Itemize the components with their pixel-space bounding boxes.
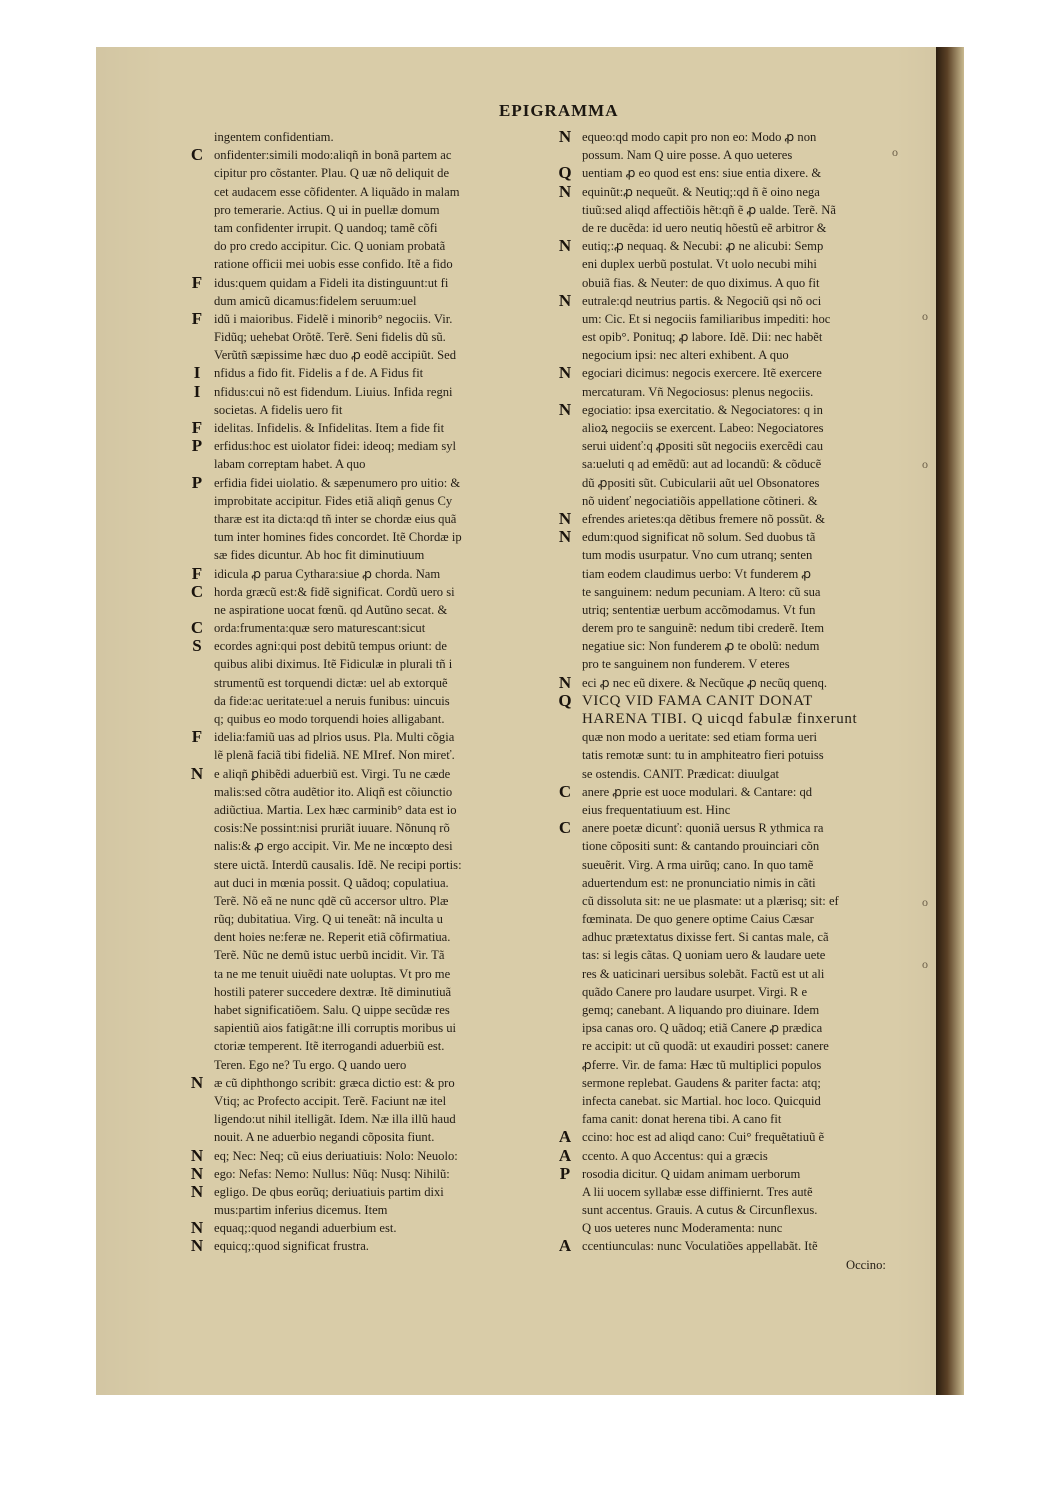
line-text: A lii uocem syllabæ esse diffiniernt. Tres autẽ <box>582 1184 813 1199</box>
text-line <box>188 510 544 528</box>
catchword <box>556 1256 908 1274</box>
line-text: ego: Nefas: Nemo: Nullus: Nũq: Nusq: Nihilũ: <box>214 1166 450 1181</box>
line-text: adhuc prætextatus dixisse fert. Si cantas male, cã <box>582 930 829 945</box>
text-line <box>188 274 544 292</box>
line-text: obuiã fias. & Neuter: de quo diximus. A quo fit <box>582 275 820 290</box>
line-text: ꝓferre. Vir. de fama: Hæc tũ multiplici populos <box>582 1057 822 1072</box>
line-text: infecta canebat. sic Martial. hoc loco. Quicquid <box>582 1093 821 1108</box>
line-text: tum modis usurpatur. Vno cum utranq; senten <box>582 548 813 563</box>
text-line <box>556 655 908 673</box>
text-line <box>188 965 544 983</box>
line-text: eius frequentatiuum est. Hinc <box>582 802 731 817</box>
text-line <box>188 310 544 328</box>
line-text: Terẽ. Nũc ne demũ istuc uerbũ incidit. Vir. Tã <box>214 948 445 963</box>
line-text: nalis:& ꝓ ergo accipit. Vir. Me ne incœpto desi <box>214 839 453 854</box>
line-text: ctoriæ temperent. Itẽ iterrogandi aduerbiũ est. <box>214 1039 445 1054</box>
line-text: tharæ est ita dicta:qd tñ inter se chordæ eius quã <box>214 511 457 526</box>
text-line <box>556 1183 908 1201</box>
line-text: alioꝝ negociis se exercent. Labeo: Negociatores <box>582 421 824 435</box>
text-line <box>188 1165 544 1183</box>
initial-letter: N <box>190 1146 204 1165</box>
initial-letter: N <box>558 128 572 146</box>
text-line <box>188 1056 544 1074</box>
line-text: possum. Nam Q uire posse. A quo ueteres <box>582 148 793 163</box>
line-text: negatiue sic: Non funderem ꝓ te obolũ: nedum <box>582 639 820 654</box>
line-text: te sanguinem: nedum pecuniam. A ltero: cũ sua <box>582 584 821 599</box>
line-text: serui uidenť:q ꝓpositi sũt negociis exercẽdi cau <box>582 439 824 454</box>
text-line <box>188 1147 544 1165</box>
text-line <box>188 1128 544 1146</box>
line-text: Vtiq; ac Profecto accipit. Terẽ. Faciunt næ itel <box>214 1093 447 1108</box>
text-line <box>188 856 544 874</box>
text-line <box>556 219 908 237</box>
text-line <box>188 692 544 710</box>
line-text: cũ dissoluta sit: ne ue plasmate: ut a plærisq; sit: ef <box>582 893 839 908</box>
line-text: uentiam ꝓ eo quod est ens: siue entia dixere. & <box>582 166 822 181</box>
text-line <box>188 910 544 928</box>
initial-letter: N <box>190 764 204 783</box>
text-line <box>188 583 544 601</box>
line-text: e aliqñ ꝑhibẽdi aduerbiũ est. Virgi. Tu ne cæde <box>214 766 451 781</box>
text-line <box>556 874 908 892</box>
line-text: quãdo Canere pro laudare usurpet. Virgi. R e <box>582 984 808 999</box>
text-line <box>188 1219 544 1237</box>
text-line <box>556 637 908 655</box>
text-line <box>556 255 908 273</box>
line-text: da fide:ac ueritate:uel a neruis funibus: uincuis <box>214 693 450 708</box>
line-text: utriq; sententiæ uerbum accõmodamus. Vt fun <box>582 602 816 617</box>
line-text: eutrale:qd neutrius partis. & Negociũ qsi nõ oci <box>582 293 822 308</box>
initial-letter: F <box>191 419 203 437</box>
text-line <box>556 946 908 964</box>
text-line <box>188 492 544 510</box>
line-text: mus:partim inferius dicemus. Item <box>214 1203 388 1218</box>
line-text: ne aspiratione uocat fœnũ. qd Autũno secat. & <box>214 602 448 617</box>
line-text: ratione officii mei uobis esse confido. Itẽ a fido <box>214 257 453 272</box>
line-text: edum:quod significat nõ solum. Sed duobus tã <box>582 530 816 545</box>
initial-letter: P <box>191 437 203 456</box>
initial-letter: N <box>190 1237 204 1256</box>
line-text: ligendo:ut nihil itelligãt. Idem. Næ illa illũ haud <box>214 1112 456 1127</box>
text-line <box>188 837 544 855</box>
line-text: gemq; canebant. A liquando pro diuinare. Idem <box>582 1003 820 1017</box>
line-text: cet audacem esse cõfidenter. A liquãdo in malam <box>214 184 460 199</box>
initial-letter: N <box>558 528 572 547</box>
text-line <box>556 1092 908 1110</box>
text-line <box>556 819 908 837</box>
line-text: rosodia dicitur. Q uidam animam uerborum <box>582 1166 801 1181</box>
line-text: re accipit: ut cũ quodã: ut exaudiri posset: canere <box>582 1039 829 1054</box>
line-text: sæ fides dicuntur. Ab hoc fit diminutiuum <box>214 548 425 563</box>
line-text: adiũctiua. Martia. Lex hæc carminib° data est io <box>214 802 457 817</box>
text-line <box>556 783 908 801</box>
text-line <box>556 1056 908 1074</box>
text-line <box>188 437 544 455</box>
line-text: quibus alibi diximus. Itẽ Fidiculæ in plurali tñ i <box>214 657 453 672</box>
line-text: tas: si legis cãtas. Q uoniam uero & laudare uete <box>582 948 826 963</box>
text-line <box>556 565 908 583</box>
initial-letter: I <box>193 364 201 383</box>
line-text: ccento. A quo Accentus: qui a græcis <box>582 1148 768 1163</box>
text-line <box>188 328 544 346</box>
text-line <box>188 928 544 946</box>
line-text: hostili paterer succedere dextræ. Itẽ diminutiuã <box>214 984 452 999</box>
line-text: tum inter homines fides concordet. Itẽ Chordæ ip <box>214 530 462 545</box>
initial-letter: I <box>193 382 201 401</box>
line-text: stere uictã. Interdũ causalis. Idẽ. Ne recipi portis: <box>214 857 462 872</box>
line-text: egligo. De qbus eorũq; deriuatiuis partim dixi <box>214 1184 444 1199</box>
text-line <box>556 1128 908 1146</box>
line-text: tiuũ:sed aliqd affectiõis hẽt:qñ ẽ ꝓ ualde. Terẽ. Nã <box>582 202 836 217</box>
text-line <box>188 164 544 182</box>
line-text: negocium ipsi: nec alteri exhibent. A quo <box>582 348 789 363</box>
running-head: EPIGRAMMA <box>499 101 619 120</box>
initial-letter: A <box>558 1146 572 1165</box>
text-line <box>188 783 544 801</box>
text-line <box>556 1165 908 1183</box>
text-line <box>556 856 908 874</box>
initial-letter: A <box>558 1128 572 1147</box>
text-line <box>556 583 908 601</box>
initial-letter: N <box>558 291 572 310</box>
text-line <box>188 874 544 892</box>
initial-letter: P <box>559 1164 571 1183</box>
text-line <box>188 346 544 364</box>
text-line <box>188 546 544 564</box>
text-line <box>188 983 544 1001</box>
line-text: idicula ꝓ parua Cythara:siue ꝓ chorda. Nam <box>214 566 441 581</box>
text-line <box>556 928 908 946</box>
text-line <box>556 237 908 255</box>
line-text: Terẽ. Nõ eã ne nunc qdẽ cũ accersor ultro. Plæ <box>214 893 449 908</box>
line-text: ipsa canas oro. Q uãdoq; etiã Canere ꝓ prædica <box>582 1021 823 1036</box>
line-text: VICQ VID FAMA CANIT DONAT <box>582 692 813 709</box>
text-line <box>556 510 908 528</box>
line-text: malis:sed cõtra audẽtior ito. Aliqñ est cõiunctio <box>214 784 453 799</box>
text-line <box>188 655 544 673</box>
initial-letter: C <box>558 819 572 838</box>
line-text: ccino: hoc est ad aliqd cano: Cui° frequẽtatiuũ ẽ <box>582 1130 825 1145</box>
line-text: strumentũ est torquendi dictæ: uel ab extorquẽ <box>214 675 448 690</box>
line-text: sapientiũ aios fatigãt:ne illi corruptis moribus ui <box>214 1021 457 1036</box>
margin-mark: o <box>892 145 898 159</box>
line-text: orda:frumenta:quæ sero maturescant:sicut <box>214 621 426 636</box>
line-text: tiam eodem claudimus uerbo: Vt funderem ꝓ <box>582 566 812 581</box>
initial-letter: A <box>558 1237 572 1256</box>
initial-letter: N <box>558 400 572 419</box>
initial-letter: F <box>191 273 203 292</box>
left-column <box>188 128 544 1256</box>
line-text: eni duplex uerbũ postulat. Vt uolo necubi mihi <box>582 257 817 272</box>
line-text: equaq;:quod negandi aduerbium est. <box>214 1221 397 1236</box>
text-line <box>556 1019 908 1037</box>
line-text: cipitur pro cõstanter. Plau. Q uæ nõ deliquit de <box>214 166 450 181</box>
text-line <box>556 183 908 201</box>
text-line <box>556 164 908 182</box>
initial-letter: N <box>190 1073 204 1092</box>
text-line <box>556 292 908 310</box>
text-line <box>556 746 908 764</box>
text-line <box>188 474 544 492</box>
line-text: um: Cic. Et si negociis familiaribus impediti: hoc <box>582 311 831 326</box>
line-text: idũ i maioribus. Fidelẽ i minorib° negociis. Vir. <box>214 311 453 326</box>
line-text: equinũt:ꝓ nequeũt. & Neutiq;:qd ñ ẽ oino nega <box>582 184 820 199</box>
line-text: Occino: <box>846 1257 886 1272</box>
line-text: sueuẽrit. Virg. A rma uirũq; cano. In quo tamẽ <box>582 857 814 872</box>
text-line <box>188 1201 544 1219</box>
line-text: ta ne me tenuit uiuẽdi nate uoluptas. Vt pro me <box>214 966 451 981</box>
text-line <box>556 128 908 146</box>
lemma-heading <box>556 692 908 710</box>
text-line <box>556 419 908 437</box>
text-line <box>188 1074 544 1092</box>
initial-letter: Q <box>558 691 572 710</box>
line-text: tatis remotæ sunt: tu in amphiteatro fieri potuiss <box>582 748 824 763</box>
text-line <box>188 674 544 692</box>
line-text: nouit. A ne aduerbio negandi cõposita fiunt. <box>214 1130 435 1145</box>
text-line <box>188 383 544 401</box>
line-text: ingentem confidentiam. <box>214 130 334 144</box>
line-text: efrendes arietes:qa dẽtibus fremere nõ possũt. & <box>582 511 826 526</box>
line-text: aut duci in mœnia possit. Q uãdoq; copulatiua. <box>214 875 449 890</box>
text-line <box>556 1147 908 1165</box>
line-text: eci ꝓ nec eũ dixere. & Necũque ꝓ necũq quenq. <box>582 675 828 690</box>
margin-mark: o <box>922 457 928 471</box>
text-line <box>556 1201 908 1219</box>
line-text: dũ ꝓpositi sũt. Cubicularii aũt uel Obsonatores <box>582 475 820 490</box>
text-line <box>188 201 544 219</box>
line-text: idelitas. Infidelis. & Infidelitas. Item a fide fit <box>214 421 445 435</box>
line-text: nõ uidenť negociatiõis appellatione cõtineri. & <box>582 493 818 508</box>
line-text: eutiq;:ꝓ nequaq. & Necubi: ꝓ ne alicubi: Semp <box>582 239 824 254</box>
text-line <box>556 765 908 783</box>
line-text: rũq; dubitatiua. Virg. Q ui teneãt: nã inculta u <box>214 912 443 927</box>
initial-letter: S <box>192 637 202 656</box>
line-text: anere poetæ dicunť: quoniã uersus R ythmica ra <box>582 821 824 836</box>
initial-letter: F <box>191 728 203 747</box>
text-line <box>556 401 908 419</box>
text-line <box>556 1219 908 1237</box>
line-text: habet significatiõem. Salu. Q uippe secũdæ res <box>214 1003 450 1017</box>
text-line <box>188 819 544 837</box>
line-text: se ostendis. CANIT. Prædicat: diuulgat <box>582 766 780 781</box>
text-line <box>556 837 908 855</box>
margin-mark: o <box>922 895 928 909</box>
line-text: Fidũq; uehebat Orõtẽ. Terẽ. Seni fidelis dũ sũ. <box>214 330 446 345</box>
text-line <box>556 619 908 637</box>
text-line <box>556 455 908 473</box>
text-line <box>188 364 544 382</box>
text-line <box>188 1092 544 1110</box>
line-text: aduertendum est: ne pronunciatio nimis in cãti <box>582 875 816 890</box>
text-line <box>188 1110 544 1128</box>
text-line <box>556 310 908 328</box>
text-line <box>556 492 908 510</box>
line-text: erfidus:hoc est uiolator fidei: ideoq; mediam syl <box>214 439 457 454</box>
line-text: idus:quem quidam a Fideli ita distinguunt:ut fi <box>214 275 449 290</box>
line-text: societas. A fidelis uero fit <box>214 402 343 417</box>
line-text: de re ducẽda: id uero neutiq hõestũ eẽ arbitror & <box>582 220 827 235</box>
line-text: lẽ plenã faciã tibi fideliã. NE MIref. Non mireť. <box>214 748 455 763</box>
line-text: ecordes agni:qui post debitũ tempus oriunt: de <box>214 639 447 654</box>
text-line <box>556 1001 908 1019</box>
text-line <box>188 601 544 619</box>
text-line <box>556 892 908 910</box>
line-text: dum amicũ dicamus:fidelem seruum:uel <box>214 293 417 308</box>
line-text: idelia:famiũ uas ad plrios usus. Pla. Multi cõgia <box>214 730 455 745</box>
book-edge <box>936 47 964 1395</box>
line-text: sermone replebat. Gaudens & pariter facta: atq; <box>582 1075 821 1090</box>
line-text: equicq;:quod significat frustra. <box>214 1239 369 1254</box>
text-line <box>556 1037 908 1055</box>
initial-letter: P <box>191 473 203 492</box>
text-line <box>188 710 544 728</box>
line-text: fœminata. De quo genere optime Caius Cæsar <box>582 912 814 927</box>
initial-letter: N <box>558 673 572 692</box>
text-line <box>556 364 908 382</box>
text-line <box>556 910 908 928</box>
line-text: dent hoies ne:feræ ne. Reperit etiã cõfirmatiua. <box>214 930 451 945</box>
line-text: do pro credo accipitur. Cic. Q uoniam probatã <box>214 239 446 254</box>
text-line <box>188 1183 544 1201</box>
initial-letter: C <box>558 782 572 801</box>
text-line <box>556 528 908 546</box>
line-text: q; quibus eo modo torquendi hoies alligabant. <box>214 712 445 726</box>
text-line <box>556 328 908 346</box>
line-text: sa:ueluti q ad emẽdũ: aut ad locandũ: & cõducẽ <box>582 457 822 472</box>
text-line <box>188 183 544 201</box>
text-line <box>188 528 544 546</box>
line-text: eq; Nec: Neq; cũ eius deriuatiuis: Nolo: Neuolo: <box>214 1148 458 1163</box>
text-line <box>556 601 908 619</box>
initial-letter: N <box>558 364 572 383</box>
text-line <box>188 237 544 255</box>
text-line <box>556 201 908 219</box>
text-line <box>188 765 544 783</box>
line-text: pro te sanguinem non funderem. V eteres <box>582 657 790 672</box>
text-line <box>556 801 908 819</box>
line-text: tam confidenter irrupit. Q uandoq; tamẽ cõfi <box>214 220 438 235</box>
text-line <box>188 419 544 437</box>
line-text: nfidus a fido fit. Fidelis a f de. A Fidus fit <box>214 366 424 381</box>
right-column <box>556 128 908 1274</box>
initial-letter: C <box>190 619 204 638</box>
initial-letter: N <box>558 509 572 528</box>
text-line <box>188 128 544 146</box>
text-line <box>188 292 544 310</box>
margin-mark: o <box>922 957 928 971</box>
line-text: fama canit: donat herena tibi. A cano fit <box>582 1112 782 1127</box>
text-line <box>556 728 908 746</box>
initial-letter: C <box>190 146 204 165</box>
text-line <box>556 983 908 1001</box>
text-line <box>188 146 544 164</box>
line-text: sunt accentus. Grauis. A cutus & Circunflexus. <box>582 1203 818 1218</box>
line-text: Q uos ueteres nunc Moderamenta: nunc <box>582 1221 783 1236</box>
text-line <box>556 146 908 164</box>
line-text: Teren. Ego ne? Tu ergo. Q uando uero <box>214 1057 407 1072</box>
line-text: anere ꝓprie est uoce modulari. & Cantare: qd <box>582 784 813 799</box>
text-line <box>188 946 544 964</box>
line-text: egociari dicimus: negocis exercere. Itẽ exercere <box>582 366 822 381</box>
text-line <box>556 1237 908 1255</box>
initial-letter: N <box>190 1182 204 1201</box>
text-line <box>188 892 544 910</box>
text-line <box>556 710 908 728</box>
text-line <box>188 1037 544 1055</box>
initial-letter: F <box>191 309 203 328</box>
text-line <box>188 219 544 237</box>
initial-letter: C <box>190 582 204 601</box>
line-text: horda græcũ est:& fidẽ significat. Cordũ uero si <box>214 584 455 599</box>
line-text: tione cõpositi sunt: & cantando prouinciari cõn <box>582 839 820 854</box>
text-line <box>188 455 544 473</box>
initial-letter: Q <box>558 164 572 183</box>
text-line <box>188 1001 544 1019</box>
initial-letter: N <box>190 1219 204 1238</box>
line-text: nfidus:cui nõ est fidendum. Liuius. Infida regni <box>214 384 453 399</box>
line-text: derem pro te sanguinẽ: nedum tibi crederẽ. Item <box>582 621 824 636</box>
text-line <box>556 346 908 364</box>
line-text: egociatio: ipsa exercitatio. & Negociatores: q in <box>582 402 823 417</box>
text-line <box>188 728 544 746</box>
line-text: ccentiunculas: nunc Voculatiões appellabãt. Itẽ <box>582 1239 818 1254</box>
text-line <box>556 437 908 455</box>
initial-letter: N <box>558 237 572 256</box>
text-line <box>556 1074 908 1092</box>
text-line <box>188 1237 544 1255</box>
margin-mark: o <box>922 309 928 323</box>
line-text: improbitate accipitur. Fides etiã aliqñ genus Cy <box>214 493 453 508</box>
line-text: equeo:qd modo capit pro non eo: Modo ꝓ non <box>582 130 817 144</box>
text-line <box>556 965 908 983</box>
text-line <box>188 619 544 637</box>
text-line <box>556 474 908 492</box>
text-line <box>556 1110 908 1128</box>
initial-letter: N <box>558 182 572 201</box>
text-line <box>188 565 544 583</box>
text-line <box>188 255 544 273</box>
line-text: Verũtñ sæpissime hæc duo ꝓ eodẽ accipiũt. Sed <box>214 348 456 363</box>
line-text: quæ non modo a ueritate: sed etiam forma ueri <box>582 730 818 745</box>
text-line <box>188 1019 544 1037</box>
initial-letter: N <box>190 1164 204 1183</box>
text-line <box>188 801 544 819</box>
line-text: HARENA TIBI. Q uicqd fabulæ finxerunt <box>582 711 858 727</box>
initial-letter: F <box>191 564 203 583</box>
line-text: æ cũ diphthongo scribit: græca dictio est: & pro <box>214 1075 455 1090</box>
text-line <box>556 546 908 564</box>
text-line <box>188 401 544 419</box>
line-text: labam correptam habet. A quo <box>214 457 366 472</box>
line-text: res & uaticinari uersibus solebãt. Factũ est ut ali <box>582 966 825 981</box>
line-text: est opib°. Ponituq; ꝓ labore. Idẽ. Dii: nec habẽt <box>582 330 823 345</box>
text-line <box>188 746 544 764</box>
line-text: erfidia fidei uiolatio. & sæpenumero pro uitio: & <box>214 475 461 490</box>
text-line <box>556 383 908 401</box>
text-line <box>188 637 544 655</box>
line-text: onfidenter:simili modo:aliqñ in bonã partem ac <box>214 148 452 163</box>
text-line <box>556 674 908 692</box>
line-text: pro temerarie. Actius. Q ui in puellæ domum <box>214 202 440 217</box>
text-line <box>556 274 908 292</box>
line-text: cosis:Ne possint:nisi pruriãt iuuare. Nõnunq rõ <box>214 821 450 836</box>
line-text: mercaturam. Vñ Negociosus: plenus negociis. <box>582 384 814 399</box>
